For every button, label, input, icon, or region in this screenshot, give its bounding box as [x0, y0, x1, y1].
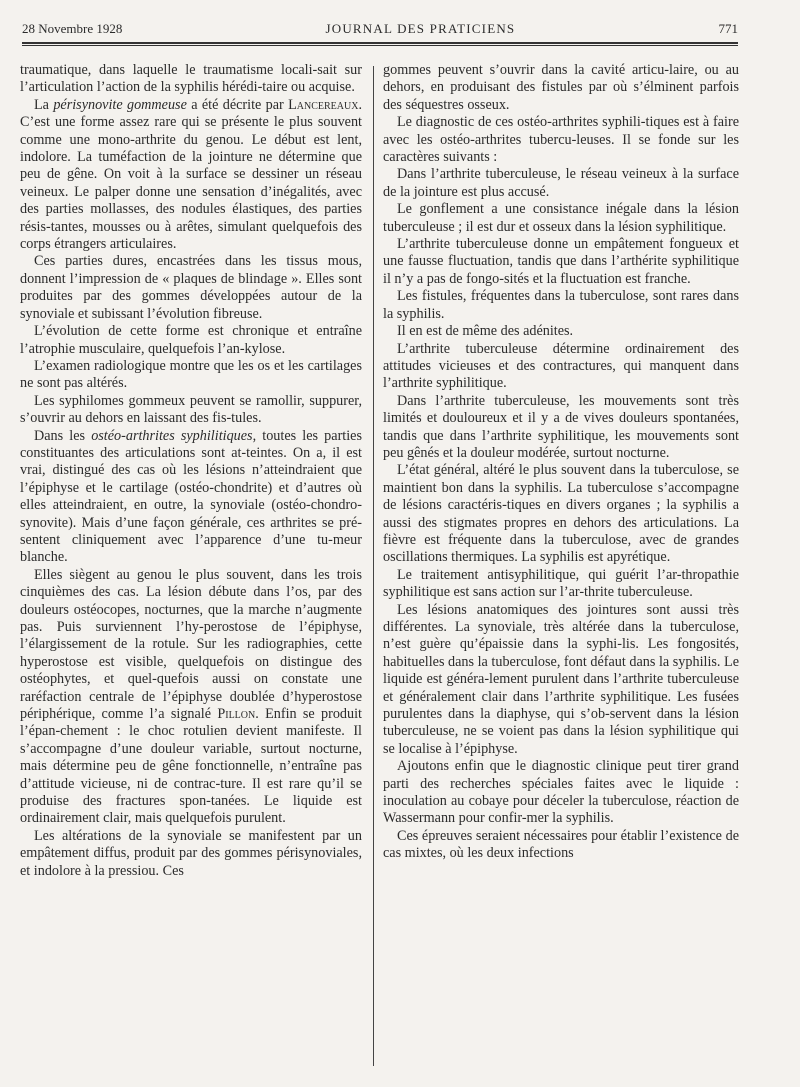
- paragraph-text: Dans l’arthrite tuberculeuse, le réseau veineux à la surface de la jointure est plus accusé.: [383, 166, 739, 200]
- italic-term: périsynovite gommeuse: [53, 96, 187, 113]
- paragraph-text: L’arthrite tuberculeuse détermine ordinairement des attitudes vicieuses et des contractures, qui manquent dans l’arthrite syphilitique.: [383, 340, 739, 392]
- page-number: 771: [718, 21, 738, 36]
- paragraph: [383, 602, 739, 759]
- paragraph: [383, 462, 739, 566]
- paragraph: [383, 201, 739, 236]
- paragraph: [383, 393, 739, 463]
- paragraph: [383, 166, 739, 201]
- column-separator: [373, 66, 374, 1066]
- paragraph-text: Le gonflement a une consistance inégale dans la lésion tuberculeuse ; il est dur et osseux dans la lésion syphilitique.: [383, 201, 739, 235]
- paragraph-text: Dans les: [34, 427, 92, 444]
- paragraph-text: Le diagnostic de ces ostéo-arthrites syphili-tiques est à faire avec les ostéo-arthrites tubercu-leuses. Il se fonde sur les caractères suivants :: [383, 114, 739, 166]
- paragraph-text: Ajoutons enfin que le diagnostic clinique peut tirer grand parti des recherches spéciales faites avec le liquide : inoculation au cobaye pour déceler la tuberculose, réaction de Wassermann pour confir-mer la syphilis.: [383, 758, 739, 827]
- italic-term: ostéo-arthrites syphilitiques: [91, 427, 253, 444]
- paragraph: [383, 341, 739, 393]
- paragraph: [20, 828, 362, 880]
- paragraph-text: L’examen radiologique montre que les os et les cartilages ne sont pas altérés.: [20, 357, 362, 392]
- paragraph: [383, 236, 739, 288]
- paragraph-text: L’état général, altéré le plus souvent dans la tuberculose, se maintient bon dans la syphilis. La tuberculose s’accompagne de lésions caractéris-tiques en divers organes ; la syphilis a aussi des stigmates propres en dehors des articulations. La fièvre est fréquente dans la tuberculose, avec de grandes oscillations thermiques. La syphilis est apyrétique.: [383, 462, 739, 566]
- paragraph-text: Dans l’arthrite tuberculeuse, les mouvements sont très limités et douloureux et il y a de vives douleurs spontanées, tandis que dans l’arthrite syphilitique, les mouvements sont peu gênés et la douleur modérée, surtout nocturne.: [383, 392, 739, 461]
- paragraph-text: La: [34, 96, 54, 113]
- paragraph-text: Le traitement antisyphilitique, qui guérit l’ar-thropathie syphilitique est sans action sur l’ar-thrite tuberculeuse.: [383, 566, 739, 601]
- paragraph: [20, 567, 362, 828]
- paragraph: [20, 323, 362, 358]
- author-name: Lancereaux: [288, 96, 359, 113]
- paragraph-text: a été décrite par: [186, 96, 289, 113]
- paragraph: [383, 288, 739, 323]
- paragraph: [383, 828, 739, 863]
- paragraph-text: . C’est une forme assez rare qui se présente le plus souvent comme une mono-arthrite du genou. Le début est lent, indolore. La tuméfaction de la jointure ne détermine que peu de gêne. On voit à la surface se dessiner un réseau veineux. Le palper donne une sensation d’inégalités, avec des parties mollasses, des nodules élastiques, des parties résis-tantes, mousses ou à arêtes, simulant quelquefois des corps étrangers articulaires.: [20, 96, 362, 253]
- paragraph-text: Les syphilomes gommeux peuvent se ramollir, suppurer, s’ouvrir au dehors en laissant des fis-tules.: [20, 392, 362, 427]
- paragraph-text: gommes peuvent s’ouvrir dans la cavité articu-laire, ou au dehors, en produisant des fistules par où s’élminent parfois des séquestres osseux.: [383, 62, 739, 113]
- paragraph: [20, 253, 362, 323]
- header-rule-thin: [22, 45, 738, 46]
- paragraph: [20, 428, 362, 567]
- paragraph: [383, 62, 739, 114]
- paragraph-text: Ces épreuves seraient nécessaires pour établir l’existence de cas mixtes, où les deux infections: [383, 827, 739, 862]
- paragraph-text: Ces parties dures, encastrées dans les tissus mous, donnent l’impression de « plaques de blindage ». Elles sont produites par des gommes développées autour de la synoviale et subissant l’évolution fibreuse.: [20, 253, 362, 322]
- paragraph-text: , toutes les parties constituantes des articulations sont at-teintes. On a, il est vrai, distingué des cas où les lésions n’atteindraient que l’épiphyse et le cartilage (ostéo-chondrite) et d’autres où elles atteindraient, en outre, la synoviale (ostéo-chondro-synovite). Mais d’une façon générale, ces arthrites se pré-sentent cliniquement avec l’apparence d’une tu-meur blanche.: [20, 427, 362, 566]
- paragraph: [383, 114, 739, 166]
- paragraph-text: traumatique, dans laquelle le traumatisme locali-sait sur l’articulation l’action de la syphilis hérédi-taire ou acquise.: [20, 62, 362, 96]
- paragraph: [383, 567, 739, 602]
- paragraph: [20, 62, 362, 97]
- header-date: 28 Novembre 1928: [22, 21, 123, 36]
- right-column: [383, 62, 739, 1077]
- header-rule-thick: [22, 42, 738, 44]
- paragraph-text: Elles siègent au genou le plus souvent, dans les trois cinquièmes des cas. La lésion débute dans l’os, par des douleurs ostéocopes, nocturnes, que la marche n’augmente pas. Puis surviennent l’hy-perostose de l’épiphyse, l’élargissement de la rotule. Sur les radiographies, cette hyperostose est visible, quelquefois on distingue des ostéophytes, et quel-quefois aussi on constate une raréfaction centrale de l’épiphyse doublée d’hyperostose périphérique, comme l’a signalé: [20, 566, 362, 723]
- paragraph: [383, 323, 739, 340]
- paragraph: [20, 393, 362, 428]
- journal-title: JOURNAL DES PRATICIENS: [325, 21, 516, 36]
- paragraph: [20, 358, 362, 393]
- author-name: Pillon: [217, 706, 256, 723]
- paragraph-text: Il en est de même des adénites.: [397, 323, 574, 340]
- paragraph: [383, 758, 739, 828]
- running-header: [22, 18, 738, 40]
- left-column: [20, 62, 362, 1077]
- paragraph-text: . Enfin se produit l’épan-chement : le choc rotulien devient manifeste. Il s’accompagne d’une douleur variable, surtout nocturne, mais détermine peu de gêne fonctionnelle, n’entraîne pas d’attitude vicieuse, ni de contrac-ture. Il est rare qu’il se produise des fractures spon-tanées. Le liquide est ordinairement clair, mais quelquefois purulent.: [20, 706, 362, 827]
- paragraph-text: Les lésions anatomiques des jointures sont aussi très différentes. La synoviale, très altérée dans la tuberculose, n’est guère qu’épaissie dans la syphi-lis. Les fongosités, habituelles dans la tuberculose, font défaut dans la syphilis. Le liquide est généra-lement purulent dans l’arthrite tuberculeuse et généralement clair dans l’arthrite syphilitique. Les fusées purulentes dans la diaphyse, qui s’ob-servent dans la lésion tuberculeuse, ne se voient pas dans la lésion syphilitique qui se localise à l’épiphyse.: [383, 601, 739, 757]
- paragraph-text: Les fistules, fréquentes dans la tuberculose, sont rares dans la syphilis.: [383, 288, 739, 322]
- paragraph-text: L’évolution de cette forme est chronique et entraîne l’atrophie musculaire, quelquefois l’an-kylose.: [20, 323, 362, 357]
- paragraph: [20, 97, 362, 254]
- paragraph-text: Les altérations de la synoviale se manifestent par un empâtement diffus, produit par des gommes périsynoviales, et indolore à la pressiou. Ces: [20, 827, 362, 879]
- paragraph-text: L’arthrite tuberculeuse donne un empâtement fongueux et une fausse fluctuation, tandis que dans l’arthérite syphilitique il n’y a pas de fongo-sités et la fluctuation est franche.: [383, 236, 739, 287]
